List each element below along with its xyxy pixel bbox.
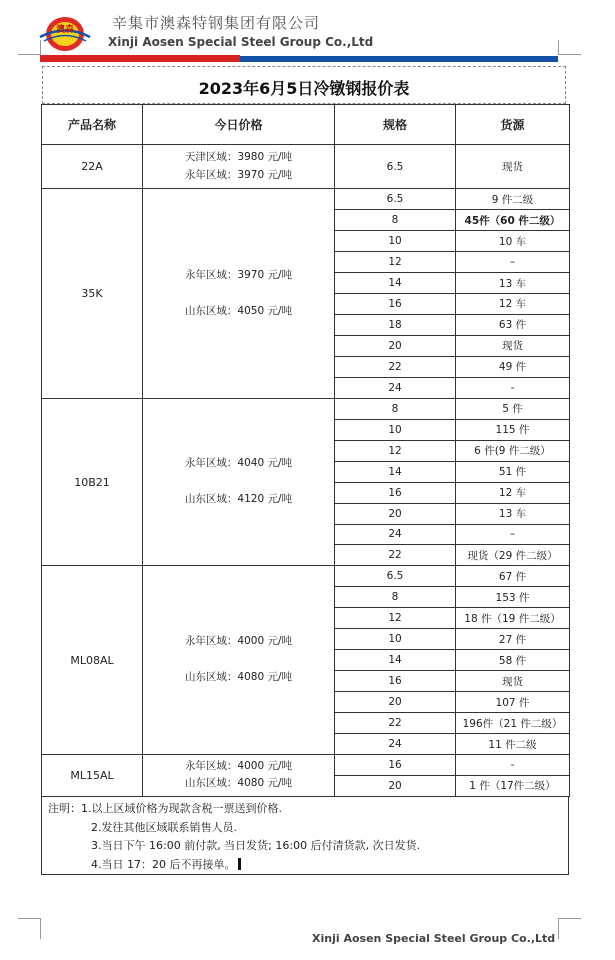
title-box (42, 66, 566, 104)
table-row (42, 398, 570, 419)
note-line-3: 3.当日下午 16:00 前付款, 当日发货; 16:00 后付清货款, 次日发货. (91, 839, 421, 852)
spec-cell: 8 (335, 210, 456, 231)
stock-cell: 1 件（17件二级） (456, 775, 570, 796)
spec-cell: 10 (335, 419, 456, 440)
spec-cell: 8 (335, 398, 456, 419)
spec-cell: 20 (335, 335, 456, 356)
price-line: 天津区域：3980 元/吨 (184, 150, 293, 163)
stock-cell: 51 件 (456, 461, 570, 482)
price-line: 永年区域：3970 元/吨 (184, 168, 293, 181)
spec-cell: 22 (335, 545, 456, 566)
stock-cell: 67 件 (456, 566, 570, 587)
price-line: 山东区域：4120 元/吨 (184, 493, 293, 506)
product-name-cell: ML08AL (42, 566, 143, 755)
document-title: 2023年6月5日冷镦钢报价表 (198, 79, 410, 98)
spec-cell: 16 (335, 671, 456, 692)
stock-cell: 58 件 (456, 650, 570, 671)
stock-cell: 18 件（19 件二级） (456, 608, 570, 629)
stock-cell: 196件（21 件二级） (456, 713, 570, 734)
company-name-en: Xinji Aosen Special Steel Group Co.,Ltd (108, 35, 374, 49)
spec-cell: 20 (335, 775, 456, 796)
col-header-spec: 规格 (335, 105, 456, 145)
text-cursor (238, 858, 241, 870)
col-header-price: 今日价格 (143, 105, 335, 145)
spec-cell: 8 (335, 587, 456, 608)
spec-cell: 10 (335, 629, 456, 650)
stock-cell: 现货 (456, 335, 570, 356)
price-line: 山东区域：4080 元/吨 (184, 777, 293, 790)
stock-cell: 115 件 (456, 419, 570, 440)
price-line: 山东区域：4080 元/吨 (184, 671, 293, 684)
spec-cell: 14 (335, 461, 456, 482)
spec-cell: 20 (335, 692, 456, 713)
stock-cell: 现货（29 件二级） (456, 545, 570, 566)
price-line: 永年区域：4000 元/吨 (184, 759, 293, 772)
header-red-bar (40, 55, 240, 62)
spec-cell: 20 (335, 503, 456, 524)
spec-cell: 16 (335, 754, 456, 775)
company-name-cn: 辛集市澳森特钢集团有限公司 (112, 14, 321, 32)
table-row (42, 145, 570, 189)
stock-cell: – (456, 524, 570, 545)
stock-cell: 11 件二级 (456, 734, 570, 755)
stock-cell: 10 车 (456, 231, 570, 252)
table-row (42, 566, 570, 587)
note-line-2: 2.发往其他区域联系销售人员. (91, 820, 237, 834)
spec-cell: 22 (335, 356, 456, 377)
product-name-cell: ML15AL (42, 754, 143, 796)
price-table (41, 104, 570, 797)
price-line: 永年区域：3970 元/吨 (184, 268, 293, 281)
product-name-cell: 10B21 (42, 398, 143, 566)
price-line: 永年区域：4000 元/吨 (184, 635, 293, 648)
header-blue-bar (240, 56, 558, 62)
price-cell (143, 754, 335, 796)
spec-cell: 24 (335, 524, 456, 545)
crop-mark-tl (18, 40, 41, 55)
note-line-4 (42, 856, 568, 875)
stock-cell: 49 件 (456, 356, 570, 377)
spec-cell: 12 (335, 252, 456, 273)
note-line-1: 注明：1.以上区域价格为现款含税一票送到价格. (48, 802, 282, 815)
col-header-product: 产品名称 (42, 105, 143, 145)
logo-text: 澳森 (55, 25, 75, 35)
col-header-stock: 货源 (456, 105, 570, 145)
stock-cell: 13 车 (456, 273, 570, 294)
crop-mark-br (558, 918, 581, 939)
spec-cell: 24 (335, 734, 456, 755)
stock-cell: 5 件 (456, 398, 570, 419)
product-name-cell: 22A (42, 145, 143, 189)
price-cell (143, 398, 335, 566)
spec-cell: 12 (335, 608, 456, 629)
stock-cell: - (456, 754, 570, 775)
table-header-row (42, 105, 570, 145)
table-row (42, 189, 570, 210)
price-cell (143, 145, 335, 189)
spec-cell: 22 (335, 713, 456, 734)
footer-company-en: Xinji Aosen Special Steel Group Co.,Ltd (312, 932, 556, 945)
spec-cell: 16 (335, 294, 456, 315)
price-line: 山东区域：4050 元/吨 (184, 304, 293, 317)
stock-cell: - (456, 377, 570, 398)
stock-cell: 153 件 (456, 587, 570, 608)
stock-cell: 6 件(9 件二级） (456, 440, 570, 461)
stock-cell: 107 件 (456, 692, 570, 713)
spec-cell: 24 (335, 377, 456, 398)
spec-cell: 6.5 (335, 189, 456, 210)
company-logo-icon (38, 10, 92, 58)
stock-cell: – (456, 252, 570, 273)
stock-cell: 45件（60 件二级） (456, 210, 570, 231)
crop-mark-bl (18, 918, 41, 939)
spec-cell: 12 (335, 440, 456, 461)
stock-cell: 现货 (456, 145, 570, 189)
price-line: 永年区域：4040 元/吨 (184, 457, 293, 470)
stock-cell: 9 件二级 (456, 189, 570, 210)
spec-cell: 6.5 (335, 566, 456, 587)
stock-cell: 现货 (456, 671, 570, 692)
stock-cell: 13 车 (456, 503, 570, 524)
stock-cell: 12 车 (456, 294, 570, 315)
price-cell (143, 189, 335, 399)
stock-cell: 27 件 (456, 629, 570, 650)
stock-cell: 12 车 (456, 482, 570, 503)
spec-cell: 6.5 (335, 145, 456, 189)
spec-cell: 14 (335, 650, 456, 671)
stock-cell: 63 件 (456, 314, 570, 335)
product-name-cell: 35K (42, 189, 143, 399)
spec-cell: 18 (335, 314, 456, 335)
spec-cell: 16 (335, 482, 456, 503)
price-cell (143, 566, 335, 755)
notes-box (41, 797, 569, 875)
table-row (42, 754, 570, 775)
spec-cell: 14 (335, 273, 456, 294)
crop-mark-tr (558, 40, 581, 55)
note-line-4-text: 4.当日 17：20 后不再接单。 (91, 857, 236, 871)
spec-cell: 10 (335, 231, 456, 252)
